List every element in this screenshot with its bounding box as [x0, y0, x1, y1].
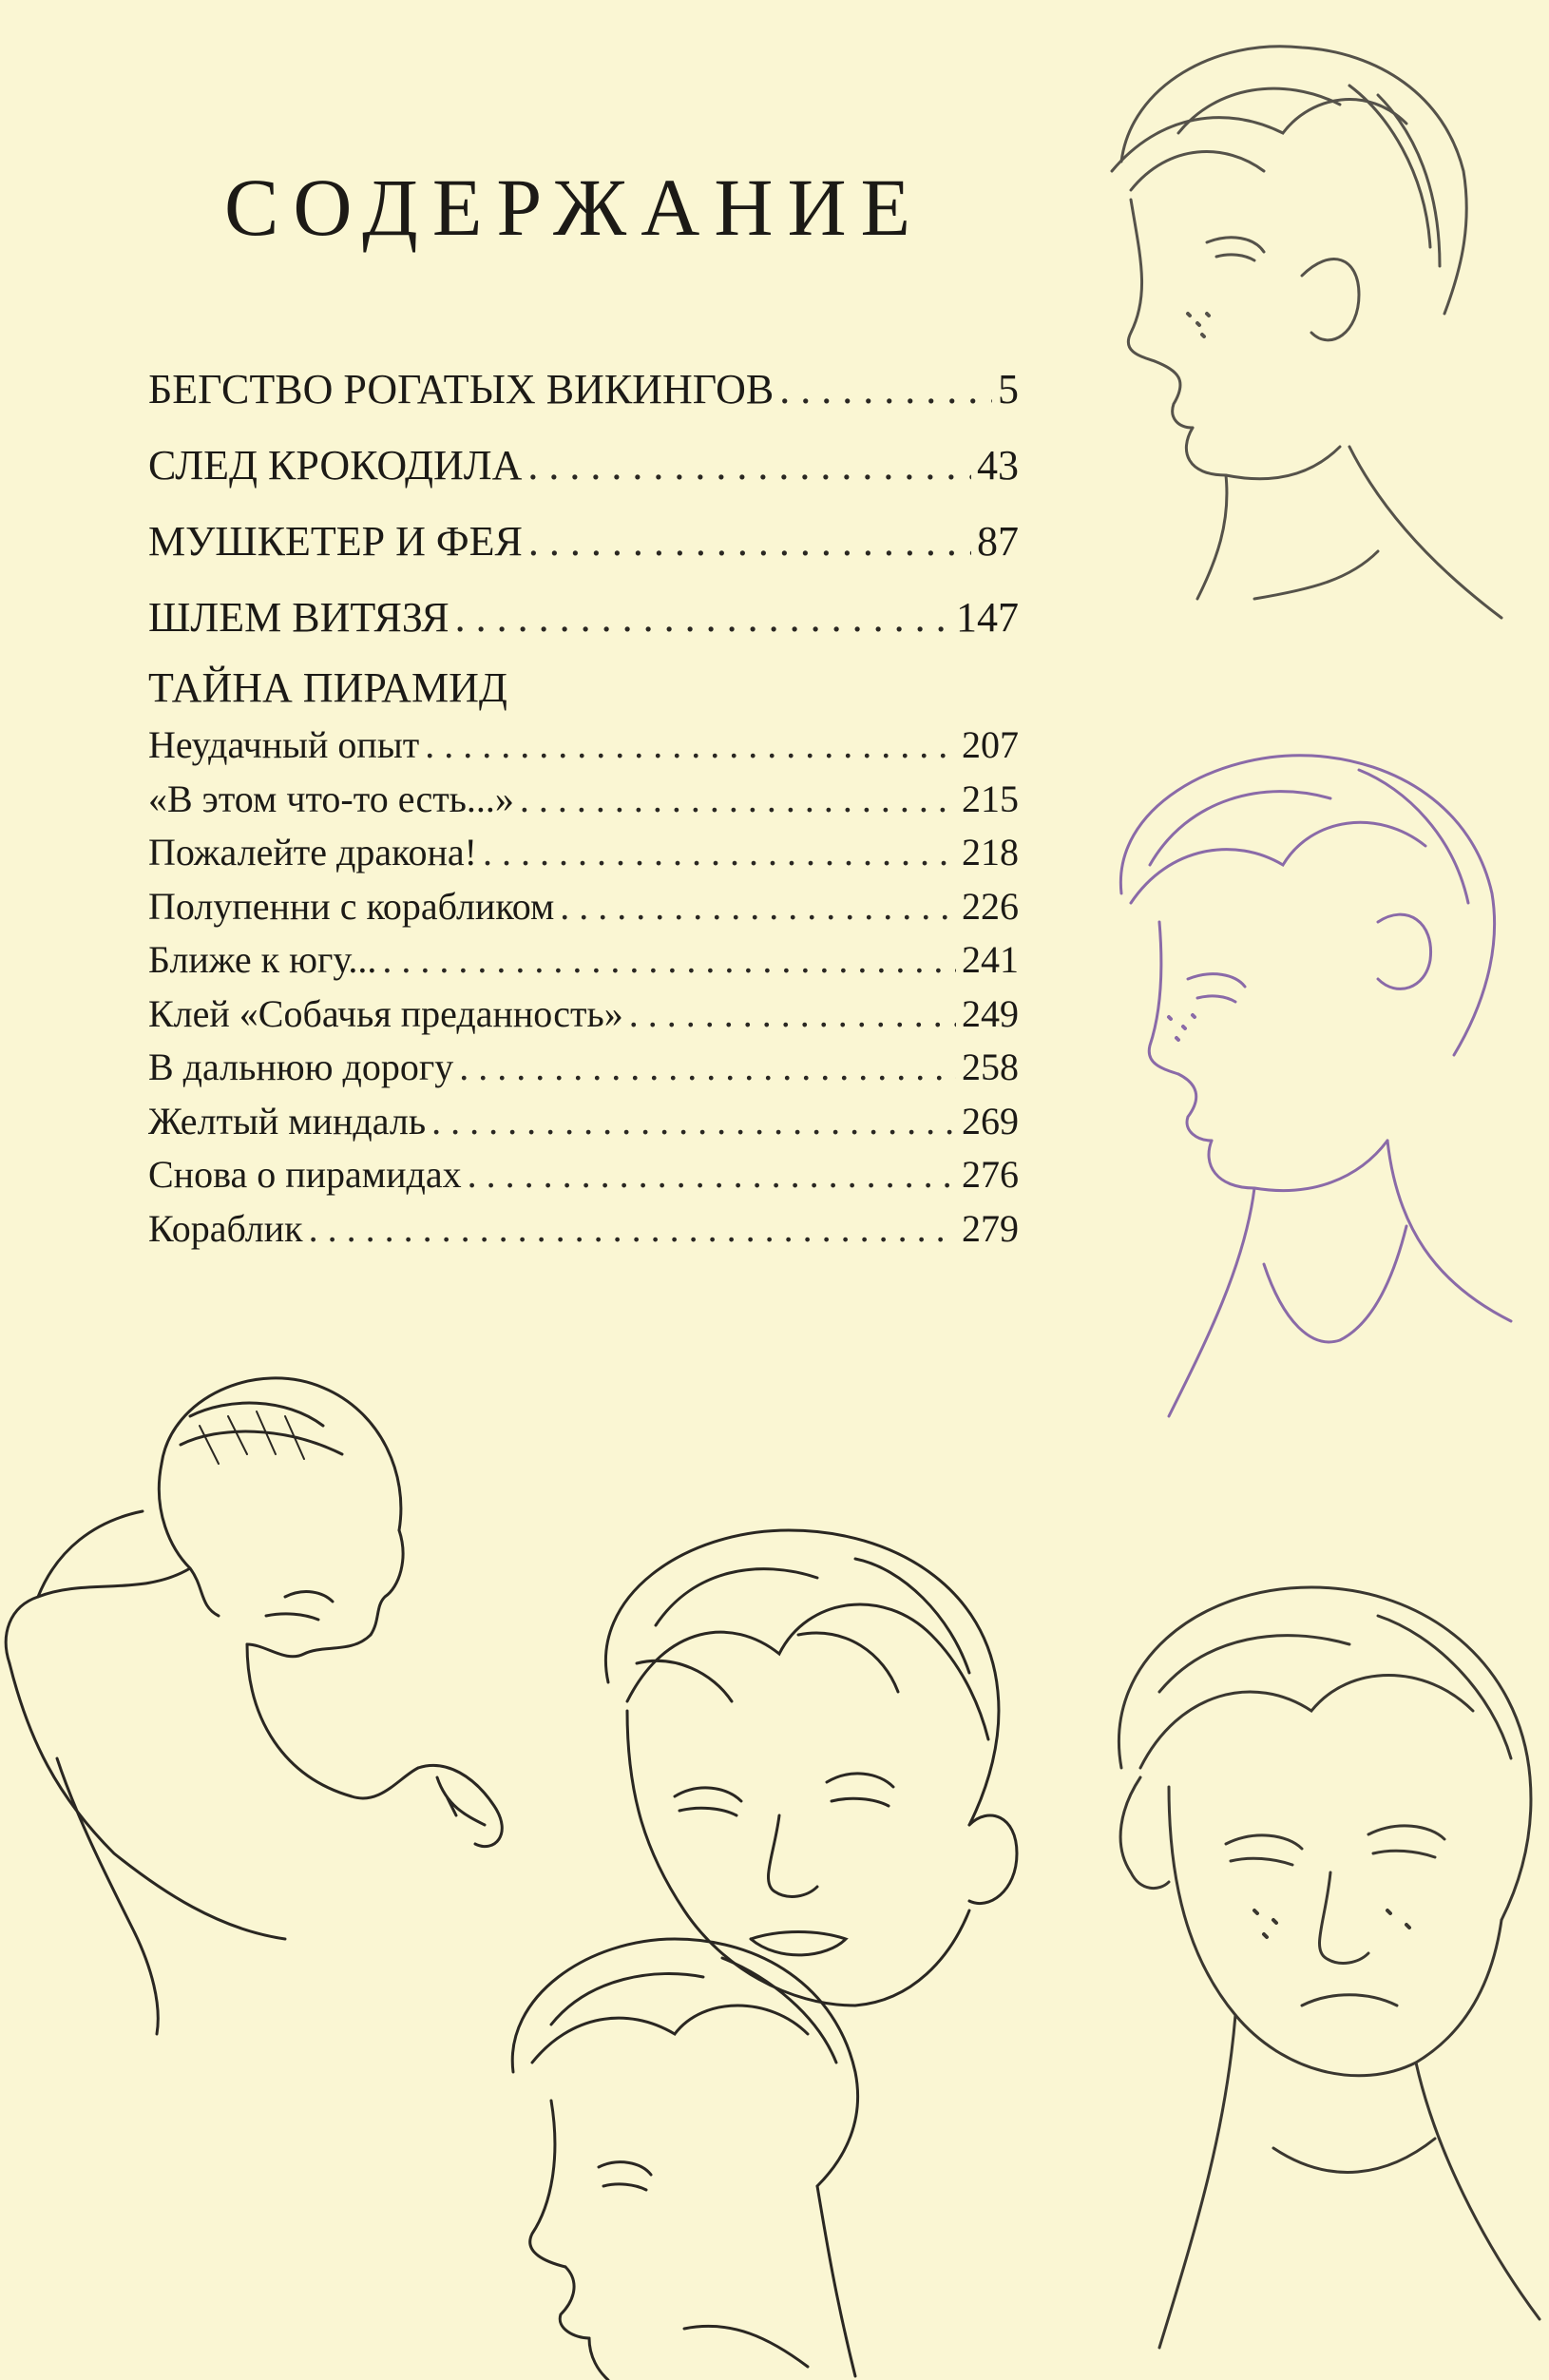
toc-entry-page: 43	[977, 442, 1019, 489]
toc-chapter[interactable]	[148, 1148, 1019, 1202]
toc-entry-title: БЕГСТВО РОГАТЫХ ВИКИНГОВ	[148, 366, 774, 413]
violet-boy-sketch	[1093, 732, 1539, 1473]
leader-dots	[455, 580, 950, 656]
chapter-page: 276	[962, 1153, 1019, 1196]
chapter-page: 269	[962, 1099, 1019, 1142]
chapter-title: Полупенни с корабликом	[148, 884, 555, 928]
leader-dots	[382, 933, 956, 988]
leader-dots	[483, 826, 956, 880]
toc-chapter[interactable]	[148, 933, 1019, 988]
toc-entry-title: ШЛЕМ ВИТЯЗЯ	[148, 594, 449, 641]
leader-dots	[468, 1148, 956, 1202]
leader-dots	[431, 1095, 956, 1149]
toc-entry[interactable]	[148, 504, 1019, 580]
toc-entry-page: 87	[977, 518, 1019, 565]
chapter-page: 279	[962, 1206, 1019, 1250]
toc-chapter[interactable]	[148, 1041, 1019, 1095]
chapter-page: 258	[962, 1046, 1019, 1088]
leader-dots	[520, 773, 956, 827]
toc-chapter[interactable]	[148, 880, 1019, 934]
toc-entry[interactable]	[148, 428, 1019, 504]
chapter-page: 207	[962, 723, 1019, 766]
chapter-title: Ближе к югу...	[148, 938, 377, 981]
chapter-page: 249	[962, 991, 1019, 1035]
leader-dots	[629, 988, 956, 1042]
chapter-title: Кораблик	[148, 1206, 303, 1250]
part-title: ТАЙНА ПИРАМИД	[148, 664, 507, 711]
chapter-title: Пожалейте дракона!	[148, 831, 477, 873]
chapter-title: В дальнюю дорогу	[148, 1046, 454, 1088]
toc-chapter[interactable]	[148, 988, 1019, 1042]
toc-chapter[interactable]	[148, 1095, 1019, 1149]
toc-chapter[interactable]	[148, 719, 1019, 773]
toc-entry-page: 147	[956, 594, 1019, 641]
table-of-contents	[148, 352, 1019, 1256]
chapter-page: 226	[962, 884, 1019, 928]
chapter-title: Снова о пирамидах	[148, 1153, 462, 1196]
toc-entry[interactable]	[148, 352, 1019, 428]
chapter-page: 241	[962, 938, 1019, 981]
toc-chapter[interactable]	[148, 1202, 1019, 1257]
toc-chapter[interactable]	[148, 826, 1019, 880]
toc-entry-page: 5	[998, 366, 1019, 413]
boy-reaching-sketch	[0, 1359, 532, 2044]
leader-dots	[779, 352, 992, 428]
leader-dots	[527, 428, 971, 504]
toc-entry-title: МУШКЕТЕР И ФЕЯ	[148, 518, 523, 565]
chapter-title: Неудачный опыт	[148, 723, 420, 766]
leader-dots	[528, 504, 971, 580]
leader-dots	[425, 719, 956, 773]
chapter-title: Желтый миндаль	[148, 1099, 427, 1142]
boy-profile-sketch	[1064, 29, 1539, 694]
frowning-boy-sketch	[1083, 1559, 1549, 2380]
toc-chapter[interactable]	[148, 773, 1019, 827]
toc-entry-title: СЛЕД КРОКОДИЛА	[148, 442, 523, 489]
toc-entry[interactable]	[148, 580, 1019, 656]
leader-dots	[459, 1041, 956, 1095]
chapter-page: 218	[962, 831, 1019, 873]
page-title: СОДЕРЖАНИЕ	[224, 162, 926, 253]
leader-dots	[560, 880, 956, 934]
small-boy-sketch	[494, 1920, 893, 2380]
chapter-title: Клей «Собачья преданность»	[148, 991, 623, 1035]
chapter-page: 215	[962, 777, 1019, 820]
chapter-title: «В этом что-то есть...»	[148, 777, 514, 820]
leader-dots	[309, 1202, 956, 1257]
